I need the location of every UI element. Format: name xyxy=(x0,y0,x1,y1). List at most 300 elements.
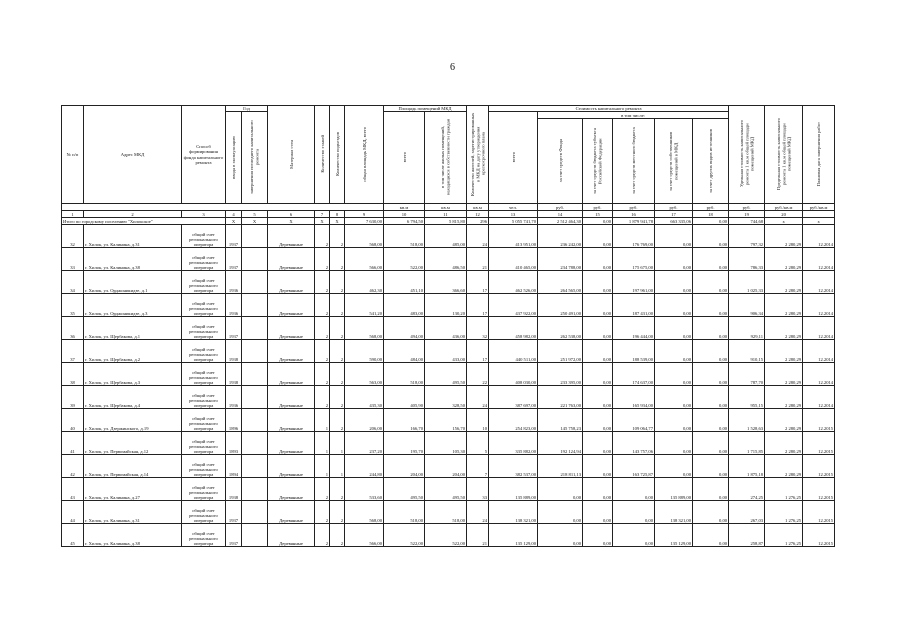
total-cell: 663 335,06 xyxy=(655,218,693,225)
table-row xyxy=(62,225,835,248)
row-value: 166,70 xyxy=(384,409,425,432)
header-method: Способ формирования фонда капитального ремонта xyxy=(182,106,226,204)
row-floors: 1 xyxy=(315,432,330,455)
total-cell: 296 xyxy=(467,218,489,225)
row-last-repair xyxy=(242,363,268,386)
row-value: 135 889,00 xyxy=(489,478,538,501)
row-value: 486,50 xyxy=(425,248,467,271)
row-value: 0,00 xyxy=(583,386,613,409)
row-last-repair xyxy=(242,317,268,340)
row-value: 165 934,00 xyxy=(613,386,655,409)
row-value: 566,00 xyxy=(345,524,384,547)
row-value: 0,00 xyxy=(693,248,729,271)
row-value: 262 538,00 xyxy=(538,317,583,340)
table-row xyxy=(62,478,835,501)
row-number: 42 xyxy=(62,455,84,478)
row-entrances: 1 xyxy=(330,432,345,455)
row-value: 10 xyxy=(467,409,489,432)
row-entrances: 2 xyxy=(330,248,345,271)
row-entrances: 2 xyxy=(330,225,345,248)
row-floors: 2 xyxy=(315,363,330,386)
row-number: 32 xyxy=(62,225,84,248)
row-value: 2 280,29 xyxy=(765,317,803,340)
row-value: 0,00 xyxy=(655,225,693,248)
row-value: 0,00 xyxy=(655,294,693,317)
row-value: 1 528,63 xyxy=(729,409,765,432)
row-value: 0,00 xyxy=(655,409,693,432)
total-cell: х xyxy=(765,218,803,225)
row-value: 135 889,00 xyxy=(655,478,693,501)
unit-cell: руб. xyxy=(729,204,765,211)
row-value: 0,00 xyxy=(583,248,613,271)
row-number: 36 xyxy=(62,317,84,340)
row-value: 910,15 xyxy=(729,340,765,363)
row-value: 187 431,00 xyxy=(613,294,655,317)
row-value: 233 395,00 xyxy=(538,363,583,386)
row-value: 109 064,77 xyxy=(613,409,655,432)
row-deadline: 12.2014 xyxy=(803,225,835,248)
row-deadline: 12.2014 xyxy=(803,386,835,409)
row-address: г. Хилок, ул. Калинина, д.31 xyxy=(84,501,182,524)
unit-cell: руб. xyxy=(655,204,693,211)
column-number-cell: 14 xyxy=(538,211,583,218)
row-address: г. Хилок, ул. Калинина, д.27 xyxy=(84,478,182,501)
column-number-cell: 17 xyxy=(655,211,693,218)
header-year: Год xyxy=(226,106,268,112)
row-value: 2 280,29 xyxy=(765,409,803,432)
row-method: общий счет регионального оператора xyxy=(182,363,226,386)
row-value: 24 xyxy=(467,386,489,409)
total-cell: Х xyxy=(226,218,242,225)
unit-cell: кв.м xyxy=(467,204,489,211)
row-value: 0,00 xyxy=(655,455,693,478)
row-value: 906,34 xyxy=(729,294,765,317)
row-value: 0,00 xyxy=(613,478,655,501)
row-value: 204,00 xyxy=(425,455,467,478)
row-value: 518,00 xyxy=(425,501,467,524)
table-row xyxy=(62,363,835,386)
header-cost-group: Стоимость капитального ремонта xyxy=(489,106,729,112)
column-number-cell: 2 xyxy=(84,211,182,218)
row-year: 1936 xyxy=(226,271,242,294)
row-entrances: 2 xyxy=(330,294,345,317)
row-last-repair xyxy=(242,248,268,271)
header-cost-fund: за счет средств Фонда xyxy=(538,119,583,204)
row-value: 237,20 xyxy=(345,432,384,455)
unit-cell: кв.м xyxy=(425,204,467,211)
row-last-repair xyxy=(242,225,268,248)
row-number: 39 xyxy=(62,386,84,409)
row-value: 328,50 xyxy=(425,386,467,409)
row-value: 2 280,29 xyxy=(765,294,803,317)
row-value: 0,00 xyxy=(693,524,729,547)
row-number: 43 xyxy=(62,478,84,501)
total-cell: Х xyxy=(330,218,345,225)
row-deadline: 12.2015 xyxy=(803,455,835,478)
row-value: 264 565,00 xyxy=(538,271,583,294)
row-value: 590,00 xyxy=(345,340,384,363)
unit-cell: руб./кв.м xyxy=(765,204,803,211)
column-number-cell: 10 xyxy=(384,211,425,218)
header-max-cost: Предельная стоимость капитального ремонта 1 кв.м общей площади помещений МКД xyxy=(765,106,803,204)
row-value: 0,00 xyxy=(693,455,729,478)
row-value: 0,00 xyxy=(583,271,613,294)
row-last-repair xyxy=(242,340,268,363)
row-value: 495,50 xyxy=(384,478,425,501)
column-number-cell: 5 xyxy=(242,211,268,218)
row-floors: 2 xyxy=(315,478,330,501)
row-floors: 2 xyxy=(315,317,330,340)
column-number-cell: 11 xyxy=(425,211,467,218)
row-last-repair xyxy=(242,409,268,432)
row-value: 0,00 xyxy=(583,340,613,363)
row-value: 174 637,00 xyxy=(613,363,655,386)
unit-cell: руб. xyxy=(693,204,729,211)
row-value: 0,00 xyxy=(583,501,613,524)
header-year-commission: ввода в эксплуатацию xyxy=(226,112,242,204)
row-value: 408 030,00 xyxy=(489,363,538,386)
row-entrances: 2 xyxy=(330,524,345,547)
row-value: 22 xyxy=(467,363,489,386)
total-row xyxy=(62,218,835,225)
table-row xyxy=(62,409,835,432)
row-number: 44 xyxy=(62,501,84,524)
header-area-living: в том числе жилых помещений, находящихся в собственности граждан xyxy=(425,112,467,204)
row-value: 797,32 xyxy=(729,225,765,248)
table-row xyxy=(62,432,835,455)
row-value: 0,00 xyxy=(583,478,613,501)
row-year: 1896 xyxy=(226,409,242,432)
row-value: 135 129,00 xyxy=(655,524,693,547)
row-value: 413 951,00 xyxy=(489,225,538,248)
row-number: 40 xyxy=(62,409,84,432)
row-value: 17 xyxy=(467,271,489,294)
column-number-cell: 6 xyxy=(268,211,315,218)
row-last-repair xyxy=(242,524,268,547)
row-address: г. Хилок, ул. Щербакова, д.3 xyxy=(84,363,182,386)
row-value: 206,00 xyxy=(345,409,384,432)
row-address: г. Хилок, ул. Калинина, д.31 xyxy=(84,225,182,248)
row-floors: 2 xyxy=(315,340,330,363)
unit-cell: руб. xyxy=(538,204,583,211)
row-value: 0,00 xyxy=(583,225,613,248)
row-value: 1 276,25 xyxy=(765,501,803,524)
row-value: 145 758,23 xyxy=(538,409,583,432)
row-year: 1937 xyxy=(226,225,242,248)
total-cell: 0,00 xyxy=(583,218,613,225)
row-value: 484,00 xyxy=(384,340,425,363)
header-year-last-repair: завершения последнего капитального ремонта xyxy=(242,112,268,204)
header-floors: Количество этажей xyxy=(315,106,330,204)
row-address: г. Хилок, ул. Щербакова, д.2 xyxy=(84,340,182,363)
row-address: г. Хилок, ул. Щербакова, д.4 xyxy=(84,386,182,409)
row-value: 335 882,00 xyxy=(489,432,538,455)
row-number: 45 xyxy=(62,524,84,547)
row-value: 0,00 xyxy=(693,340,729,363)
row-value: 435,30 xyxy=(345,386,384,409)
table-row xyxy=(62,455,835,478)
row-value: 522,00 xyxy=(425,524,467,547)
row-entrances: 2 xyxy=(330,271,345,294)
row-value: 0,00 xyxy=(613,524,655,547)
row-value: 458 982,00 xyxy=(489,317,538,340)
row-year: 1937 xyxy=(226,501,242,524)
row-address: г. Хилок, ул. Дзержинского, д.19 xyxy=(84,409,182,432)
row-value: 0,00 xyxy=(583,455,613,478)
total-cell: 744,68 xyxy=(729,218,765,225)
row-deadline: 12.2015 xyxy=(803,432,835,455)
row-value: 2 280,29 xyxy=(765,340,803,363)
row-value: 382 537,00 xyxy=(489,455,538,478)
row-floors: 2 xyxy=(315,225,330,248)
row-deadline: 12.2015 xyxy=(803,478,835,501)
column-number-cell: 4 xyxy=(226,211,242,218)
header-area-group: Площадь помещений МКД xyxy=(384,106,467,112)
page-number: 6 xyxy=(450,62,455,73)
row-deadline: 12.2015 xyxy=(803,501,835,524)
row-value: 0,00 xyxy=(655,248,693,271)
row-value: 0,00 xyxy=(693,294,729,317)
total-cell: Х xyxy=(315,218,330,225)
row-value: 518,00 xyxy=(384,225,425,248)
header-area-all: всего xyxy=(384,112,425,204)
table-row xyxy=(62,271,835,294)
row-year: 1938 xyxy=(226,340,242,363)
row-value: 1 025,33 xyxy=(729,271,765,294)
row-value: 518,00 xyxy=(384,501,425,524)
row-value: 218 811,13 xyxy=(538,455,583,478)
unit-cell: чел. xyxy=(489,204,538,211)
row-wall-material: Деревянные xyxy=(268,317,315,340)
row-value: 405,90 xyxy=(384,386,425,409)
row-entrances: 2 xyxy=(330,363,345,386)
row-value: 274,25 xyxy=(729,478,765,501)
row-address: г. Хилок, ул. Первомайская, д.14 xyxy=(84,455,182,478)
row-value: 563,00 xyxy=(345,363,384,386)
row-value: 0,00 xyxy=(538,524,583,547)
row-entrances: 2 xyxy=(330,386,345,409)
row-value: 568,00 xyxy=(345,225,384,248)
row-value: 130,20 xyxy=(425,294,467,317)
row-value: 2 280,29 xyxy=(765,432,803,455)
header-residents: Количество жителей, зарегистрированных в МКД на дату утверждения краткосрочного плана xyxy=(467,106,489,204)
row-value: 236 242,00 xyxy=(538,225,583,248)
row-deadline: 12.2014 xyxy=(803,271,835,294)
row-number: 35 xyxy=(62,294,84,317)
header-total-area: общая площадь МКД, всего xyxy=(345,106,384,204)
row-value: 196 444,00 xyxy=(613,317,655,340)
row-value: 495,50 xyxy=(425,478,467,501)
row-year: 1894 xyxy=(226,455,242,478)
row-value: 258,87 xyxy=(729,524,765,547)
column-number-cell: 20 xyxy=(765,211,803,218)
row-value: 188 539,00 xyxy=(613,340,655,363)
row-year: 1893 xyxy=(226,432,242,455)
row-value: 533,60 xyxy=(345,478,384,501)
row-value: 522,00 xyxy=(384,524,425,547)
row-wall-material: Деревянные xyxy=(268,455,315,478)
table-row xyxy=(62,317,835,340)
row-wall-material: Деревянные xyxy=(268,432,315,455)
row-deadline: 12.2014 xyxy=(803,317,835,340)
row-value: 138 321,00 xyxy=(489,501,538,524)
row-year: 1937 xyxy=(226,524,242,547)
row-entrances: 2 xyxy=(330,409,345,432)
row-value: 366,60 xyxy=(425,271,467,294)
row-value: 17 xyxy=(467,340,489,363)
table-row xyxy=(62,524,835,547)
total-label: Итого по городскому поселению "Хилокское" xyxy=(62,218,226,225)
row-value: 251 972,00 xyxy=(538,340,583,363)
row-method: общий счет регионального оператора xyxy=(182,386,226,409)
row-address: г. Хилок, ул. Щербакова, д.1 xyxy=(84,317,182,340)
total-cell: 2 512 464,30 xyxy=(538,218,583,225)
row-last-repair xyxy=(242,455,268,478)
header-cost-all: всего xyxy=(489,112,538,204)
row-address: г. Хилок, ул. Орджоникидзе, д.1 xyxy=(84,271,182,294)
header-address: Адрес МКД xyxy=(84,106,182,204)
row-value: 32 xyxy=(467,317,489,340)
row-value: 0,00 xyxy=(583,524,613,547)
row-method: общий счет регионального оператора xyxy=(182,248,226,271)
row-value: 0,00 xyxy=(693,386,729,409)
column-number-cell: 1 xyxy=(62,211,84,218)
row-wall-material: Деревянные xyxy=(268,271,315,294)
row-floors: 2 xyxy=(315,248,330,271)
row-method: общий счет регионального оператора xyxy=(182,524,226,547)
row-wall-material: Деревянные xyxy=(268,248,315,271)
header-incl: в том числе: xyxy=(538,112,729,119)
column-number-cell: 3 xyxy=(182,211,226,218)
row-method: общий счет регионального оператора xyxy=(182,478,226,501)
total-cell: 0,00 xyxy=(693,218,729,225)
row-value: 244,80 xyxy=(345,455,384,478)
row-last-repair xyxy=(242,386,268,409)
row-deadline: 12.2015 xyxy=(803,409,835,432)
row-last-repair xyxy=(242,294,268,317)
row-value: 451,10 xyxy=(384,271,425,294)
row-value: 483,00 xyxy=(384,294,425,317)
row-year: 1936 xyxy=(226,386,242,409)
column-number-cell: 8 xyxy=(330,211,345,218)
row-value: 0,00 xyxy=(655,432,693,455)
row-value: 0,00 xyxy=(583,294,613,317)
row-value: 485,00 xyxy=(425,225,467,248)
row-floors: 2 xyxy=(315,271,330,294)
row-value: 1 875,18 xyxy=(729,455,765,478)
row-method: общий счет регионального оператора xyxy=(182,409,226,432)
total-cell: Х xyxy=(242,218,268,225)
row-value: 105,30 xyxy=(425,432,467,455)
row-value: 0,00 xyxy=(655,386,693,409)
row-method: общий счет регионального оператора xyxy=(182,340,226,363)
row-number: 37 xyxy=(62,340,84,363)
row-wall-material: Деревянные xyxy=(268,363,315,386)
row-year: 1938 xyxy=(226,363,242,386)
column-number-cell: 18 xyxy=(693,211,729,218)
header-entrances: Количество подъездов xyxy=(330,106,345,204)
column-number-cell: 19 xyxy=(729,211,765,218)
row-value: 0,00 xyxy=(693,432,729,455)
row-floors: 1 xyxy=(315,455,330,478)
total-cell: 7 630,00 xyxy=(345,218,384,225)
row-entrances: 2 xyxy=(330,317,345,340)
row-method: общий счет регионального оператора xyxy=(182,225,226,248)
row-last-repair xyxy=(242,501,268,524)
row-value: 786,33 xyxy=(729,248,765,271)
unit-cell: кв.м xyxy=(384,204,425,211)
total-cell: 6 794,50 xyxy=(384,218,425,225)
units-spacer xyxy=(62,204,384,211)
row-floors: 2 xyxy=(315,294,330,317)
unit-cell: руб. xyxy=(583,204,613,211)
row-address: г. Хилок, ул. Калинина, д.38 xyxy=(84,248,182,271)
unit-cell: руб./кв.м xyxy=(803,204,835,211)
row-value: 156,70 xyxy=(425,409,467,432)
row-value: 195,70 xyxy=(384,432,425,455)
header-deadline: Плановая дата завершения работ xyxy=(803,106,835,204)
row-value: 0,00 xyxy=(655,340,693,363)
repair-plan-table xyxy=(61,105,835,547)
row-value: 204,00 xyxy=(384,455,425,478)
column-number-cell: 9 xyxy=(345,211,384,218)
row-value: 2 280,29 xyxy=(765,455,803,478)
row-floors: 2 xyxy=(315,386,330,409)
header-cost-other: за счет других видов источников xyxy=(693,119,729,204)
row-wall-material: Деревянные xyxy=(268,409,315,432)
row-value: 175 675,00 xyxy=(613,248,655,271)
row-value: 17 xyxy=(467,294,489,317)
column-number-cell: 12 xyxy=(467,211,489,218)
row-value: 254 823,00 xyxy=(489,409,538,432)
row-number: 34 xyxy=(62,271,84,294)
row-last-repair xyxy=(242,478,268,501)
header-no: № п/п xyxy=(62,106,84,204)
header-cost-owners: за счет средств собственников помещений в МКД xyxy=(655,119,693,204)
row-value: 410 465,00 xyxy=(489,248,538,271)
column-number-cell: 13 xyxy=(489,211,538,218)
row-deadline: 12.2014 xyxy=(803,294,835,317)
row-value: 568,00 xyxy=(345,317,384,340)
table-row xyxy=(62,501,835,524)
table-row xyxy=(62,294,835,317)
row-value: 0,00 xyxy=(583,317,613,340)
row-value: 135 129,00 xyxy=(489,524,538,547)
row-value: 234 788,00 xyxy=(538,248,583,271)
row-year: 1937 xyxy=(226,248,242,271)
row-deadline: 12.2014 xyxy=(803,248,835,271)
row-value: 0,00 xyxy=(693,225,729,248)
row-value: 518,00 xyxy=(384,363,425,386)
row-number: 33 xyxy=(62,248,84,271)
row-value: 21 xyxy=(467,248,489,271)
row-last-repair xyxy=(242,432,268,455)
row-value: 21 xyxy=(467,524,489,547)
header-cost-local: за счет средств местного бюджета xyxy=(613,119,655,204)
row-deadline: 12.2015 xyxy=(803,524,835,547)
row-value: 0,00 xyxy=(693,363,729,386)
row-value: 250 491,00 xyxy=(538,294,583,317)
row-value: 787,70 xyxy=(729,363,765,386)
table-row xyxy=(62,386,835,409)
total-cell: 1 879 941,78 xyxy=(613,218,655,225)
row-value: 436,00 xyxy=(425,317,467,340)
row-value: 1 276,25 xyxy=(765,524,803,547)
row-value: 462 526,00 xyxy=(489,271,538,294)
row-deadline: 12.2014 xyxy=(803,363,835,386)
row-floors: 2 xyxy=(315,524,330,547)
row-wall-material: Деревянные xyxy=(268,294,315,317)
